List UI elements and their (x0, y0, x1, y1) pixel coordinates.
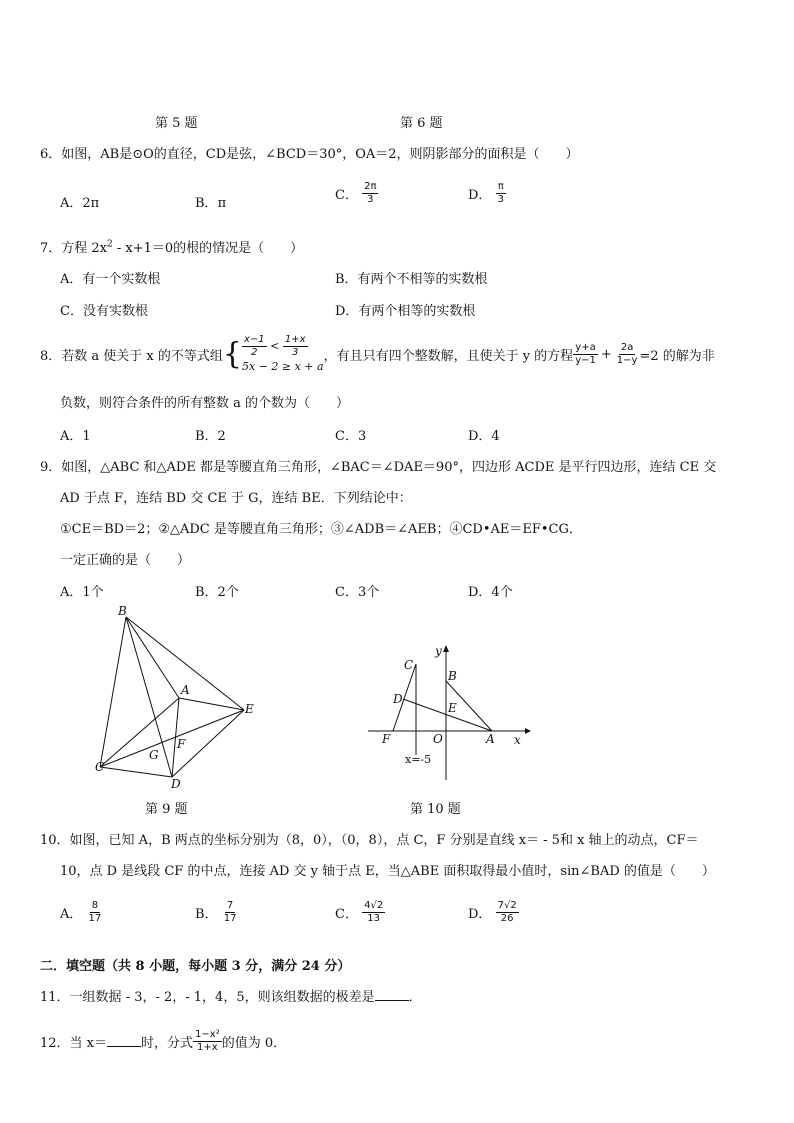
edge-bc (100, 617, 126, 767)
q8-option-c: C．3 (335, 429, 367, 444)
fig9-label-g: G (149, 748, 159, 762)
fig10-label-d: D (393, 692, 403, 706)
q9-line3: ①CE＝BD＝2；②△ADC 是等腰直角三角形；③∠ADB＝∠AEB；④CD•AE＝EF•CG． (60, 522, 582, 537)
fig9-label-b: B (118, 604, 127, 618)
q10-option-b: B． $\frac{7}{17}$ (195, 900, 237, 924)
edge-ac (100, 698, 179, 767)
q8-inequality-system: $\frac{x-1}{2}$ < $\frac{1+x}{3}$ 5x − 2 ≥ x + a (241, 334, 324, 373)
q8-line2: 负数，则符合条件的所有整数 a 的个数为（ ） (60, 396, 350, 411)
y-axis-arrow (443, 645, 449, 652)
q10-line1: 10．如图，已知 A，B 两点的坐标分别为（8，0），（0，8），点 C，F 分别是直线 x＝ - 5和 x 轴上的动点，CF＝ (40, 833, 699, 848)
fig10-label-line: x=-5 (405, 753, 432, 766)
fig9-label-a: A (181, 683, 190, 697)
q11-answer-blank (375, 990, 409, 1001)
caption-fig9: 第 9 题 (145, 802, 188, 817)
q8-option-b: B．2 (195, 429, 226, 444)
q9-option-a: A．1个 (60, 585, 104, 600)
q6-option-a: A．2π (60, 196, 100, 211)
q6-option-c: C． $\frac{2\pi}{3}$ (335, 181, 377, 205)
fig9-label-d: D (171, 777, 181, 791)
fig10-label-a: A (486, 732, 495, 746)
q8-line1: 8．若数 a 使关于 x 的不等式组{ $\frac{x-1}{2}$ < $\frac{1+x}{3}$ 5x − 2 ≥ x + a ，有且只有四个整数解，且使关于 y 的方程 $\frac{y+a}{y-1}$ + $\frac{2a}{1-y}$ =2 的解为非 (40, 334, 715, 373)
fig10-label-o: O (433, 732, 443, 746)
fig9-label-e: E (245, 702, 254, 716)
caption-fig10: 第 10 题 (410, 802, 461, 817)
figure-10 (365, 640, 535, 785)
fig10-label-b: B (448, 669, 457, 683)
q7-option-b: B．有两个不相等的实数根 (335, 272, 488, 287)
fig9-label-c: C (95, 760, 105, 774)
q11-text: 11．一组数据 - 3，- 2，- 1，4，5，则该组数据的极差是 ． (40, 990, 422, 1005)
q8-option-a: A．1 (60, 429, 91, 444)
fig10-label-y: y (435, 644, 442, 658)
figure-9 (85, 600, 275, 795)
edge-ae (179, 698, 244, 710)
q9-line1: 9．如图，△ABC 和△ADE 都是等腰直角三角形，∠BAC＝∠DAE＝90°，四边形 ACDE 是平行四边形，连结 CE 交 (40, 460, 717, 475)
q9-line4: 一定正确的是（ ） (60, 553, 191, 568)
q10-option-a: A． $\frac{8}{17}$ (60, 900, 102, 924)
q8-option-d: D．4 (468, 429, 500, 444)
fig10-label-x: x (514, 733, 521, 747)
q12-text: 12．当 x＝ 时，分式 $\frac{\text{1−x²}}{1+x}$ 的值为 0． (40, 1029, 287, 1053)
edge-ce (100, 710, 244, 767)
fig9-label-f: F (177, 737, 186, 751)
q10-line2: 10，点 D 是线段 CF 的中点，连接 AD 交 y 轴于点 E，当△ABE 面积取得最小值时，sin∠BAD 的值是（ ） (60, 864, 715, 879)
q12-answer-blank (107, 1036, 141, 1047)
x-axis-arrow (525, 728, 531, 734)
q7-option-a: A．有一个实数根 (60, 272, 161, 287)
caption-fig6: 第 6 题 (400, 116, 443, 131)
fig10-label-e: E (448, 701, 457, 715)
q9-line2: AD 于点 F，连结 BD 交 CE 于 G，连结 BE．下列结论中： (60, 491, 412, 506)
edge-ba (126, 617, 179, 698)
edge-cd (100, 767, 172, 777)
q10-option-c: C． $\frac{4√2}{13}$ (335, 900, 384, 924)
q6-option-b: B．π (195, 196, 227, 211)
q9-option-d: D．4个 (468, 585, 513, 600)
q9-option-c: C．3个 (335, 585, 380, 600)
fig10-label-f: F (382, 732, 391, 746)
q10-option-d: D． $\frac{7√2}{26}$ (468, 900, 517, 924)
q6-text: 6．如图，AB是⊙O的直径，CD是弦，∠BCD＝30°，OA＝2，则阴影部分的面积是（ ） (40, 147, 579, 162)
fig10-label-c: C (404, 658, 414, 672)
caption-fig5: 第 5 题 (155, 116, 198, 131)
section-2-heading: 二．填空题（共 8 小题，每小题 3 分，满分 24 分） (40, 959, 351, 974)
q9-option-b: B．2个 (195, 585, 239, 600)
q7-text: 7．方程 $2x^2 - x+1=0$的根的情况是（ ） (40, 239, 304, 256)
q6-option-d: D． $\frac{\pi}{3}$ (468, 181, 504, 205)
q7-option-d: D．有两个相等的实数根 (335, 304, 476, 319)
q7-option-c: C．没有实数根 (60, 304, 148, 319)
